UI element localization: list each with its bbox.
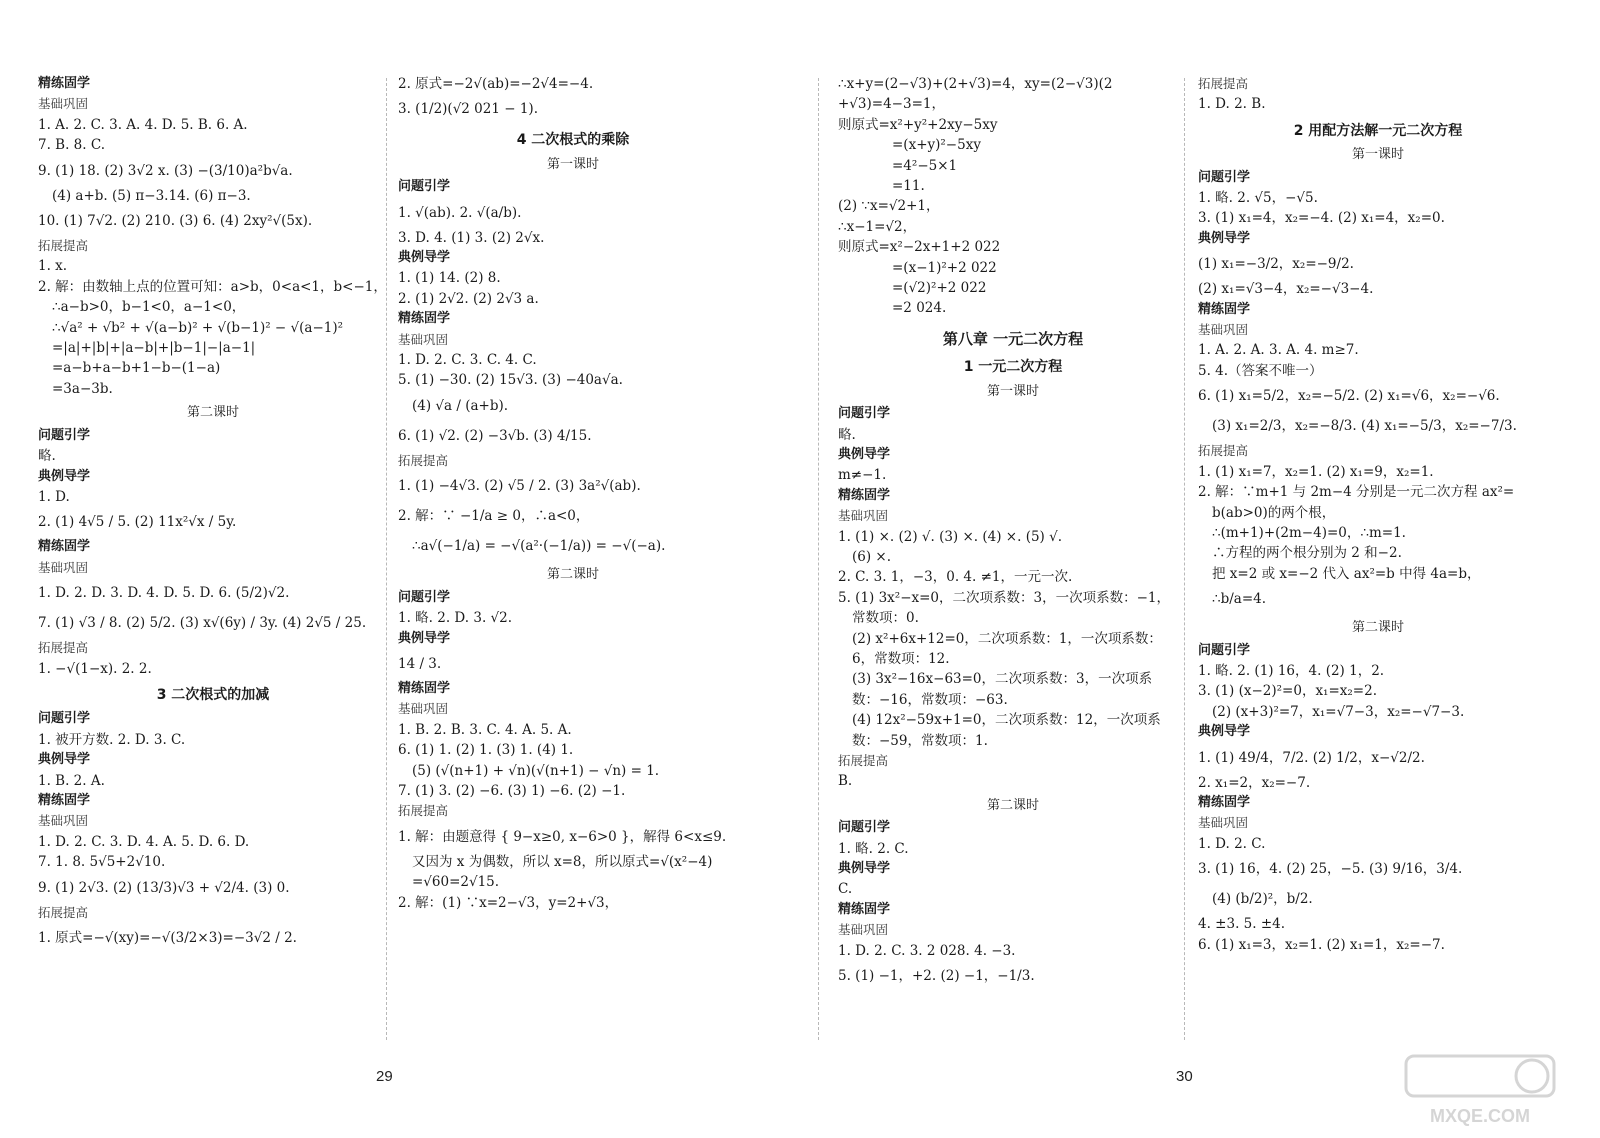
answer-line: =a−b+a−b+1−b−(1−a) — [52, 360, 221, 377]
heading: 精练固学 — [1198, 301, 1251, 317]
subheading: 拓展提高 — [838, 753, 889, 768]
answer-line: ∴x−1=√2， — [838, 218, 917, 235]
answer-line: 3. (1/2)(√2 021 − 1). — [398, 101, 538, 118]
answer-line: 则原式=x²−2x+1+2 022 — [838, 239, 1001, 256]
answer-line: 5. (1) −30. (2) 15√3. (3) −40a√a. — [398, 372, 623, 389]
answer-line: 1. 略. 2. √5，−√5. — [1198, 190, 1318, 207]
answer-line: 1. 被开方数. 2. D. 3. C. — [38, 731, 186, 748]
heading: 典例导学 — [398, 250, 451, 266]
heading: 问题引学 — [1198, 169, 1251, 185]
answer-line: 1. (1) 49/4，7/2. (2) 1/2，x−√2/2. — [1198, 749, 1425, 766]
column-divider — [1184, 78, 1185, 1040]
heading: 问题引学 — [398, 589, 451, 605]
answer-line: (2) x₁=√3−4，x₂=−√3−4. — [1198, 281, 1374, 298]
heading: 典例导学 — [38, 468, 91, 484]
subheading: 基础巩固 — [38, 96, 89, 112]
column-2 — [398, 74, 748, 913]
answer-line: 1. (1) x₁=7，x₂=1. (2) x₁=9，x₂=1. — [1198, 463, 1434, 480]
subheading: 基础巩固 — [838, 922, 889, 938]
answer-line: 6. (1) x₁=5/2，x₂=−5/2. (2) x₁=√6，x₂=−√6. — [1198, 388, 1500, 405]
heading: 问题引学 — [38, 427, 91, 443]
answer-line: m≠−1. — [838, 467, 887, 484]
answer-line: 2. 解：∵m+1 与 2m−4 分别是一元二次方程 ax²= — [1198, 484, 1515, 501]
section-title: 4 二次根式的乘除 — [516, 132, 630, 149]
column-1 — [38, 74, 388, 953]
answer-line: (5) (√(n+1) + √n)(√(n+1) − √n) = 1. — [412, 762, 660, 779]
subheading: 基础巩固 — [1198, 815, 1249, 831]
answer-line: =3a−3b. — [52, 380, 113, 397]
answer-line: ∴b/a=4. — [1212, 591, 1267, 608]
heading: 精练固学 — [398, 311, 451, 327]
answer-line: =|a|+|b|+|a−b|+|b−1|−|a−1| — [52, 340, 256, 357]
answer-line: 1. A. 2. A. 3. A. 4. m≥7. — [1198, 342, 1359, 359]
column-4 — [1198, 74, 1558, 955]
answer-line: 9. (1) 18. (2) 3√2 x. (3) −(3/10)a²b√a. — [38, 162, 293, 179]
answer-line: 1. (1) −4√3. (2) √5 / 2. (3) 3a²√(ab). — [398, 478, 641, 495]
answer-line: ∴√a² + √b² + √(a−b)² + √(b−1)² − √(a−1)² — [52, 319, 344, 336]
answer-line: 略. — [38, 448, 56, 465]
answer-line: 1. D. 2. B. — [1198, 96, 1266, 113]
heading: 问题引学 — [838, 406, 891, 422]
heading: 问题引学 — [838, 820, 891, 836]
answer-line: b(ab>0)的两个根， — [1212, 504, 1336, 521]
answer-line: 数：−59，常数项：1. — [852, 732, 988, 749]
answer-line: 3. (1) (x−2)²=0，x₁=x₂=2. — [1198, 683, 1378, 700]
subheading: 拓展提高 — [1198, 443, 1249, 459]
heading: 问题引学 — [38, 711, 91, 727]
answer-line: B. — [838, 773, 853, 790]
answer-line: 2. C. 3. 1，−3，0. 4. ≠1，一元一次. — [838, 569, 1073, 586]
answer-line: 1. 解：由题意得 { 9−x≥0, x−6>0 }，解得 6<x≤9. — [398, 828, 727, 845]
answer-line: 1. B. 2. B. 3. C. 4. A. 5. A. — [398, 721, 572, 738]
page-divider — [818, 78, 819, 1040]
answer-line: 1. A. 2. C. 3. A. 4. D. 5. B. 6. A. — [38, 116, 248, 133]
answer-line: (4) (b/2)²，b/2. — [1212, 891, 1313, 908]
answer-line: (2) ∵x=√2+1， — [838, 198, 940, 215]
heading: 典例导学 — [838, 861, 891, 877]
answer-line: 1. D. — [38, 488, 70, 505]
answer-line: 1. x. — [38, 258, 68, 275]
column-divider — [386, 78, 387, 1040]
answer-line: 2. 解：∵ −1/a ≥ 0，∴a<0， — [398, 508, 590, 525]
answer-line: (4) 12x²−59x+1=0，二次项系数：12，一次项系 — [852, 712, 1161, 729]
heading: 精练固学 — [1198, 794, 1251, 810]
answer-line: (3) 3x²−16x−63=0，二次项系数：3，一次项系 — [852, 671, 1153, 688]
answer-line: ∴(m+1)+(2m−4)=0，∴m=1. — [1212, 524, 1406, 541]
heading: 典例导学 — [398, 630, 451, 646]
answer-line: +√3)=4−3=1， — [838, 96, 945, 113]
answer-line: 1. (1) 14. (2) 8. — [398, 270, 501, 287]
answer-line: 1. 略. 2. (1) 16，4. (2) 1，2. — [1198, 662, 1385, 679]
answer-line: 2. 解：由数轴上点的位置可知：a>b，0<a<1，b<−1， — [38, 278, 387, 295]
heading: 问题引学 — [1198, 642, 1251, 658]
answer-line: 1. D. 2. C. 3. C. 4. C. — [398, 352, 537, 369]
answer-line: 2. (1) 4√5 / 5. (2) 11x²√x / 5y. — [38, 514, 237, 531]
answer-line: 10. (1) 7√2. (2) 210. (3) 6. (4) 2xy²√(5x). — [38, 213, 313, 230]
answer-line: 6. (1) √2. (2) −3√b. (3) 4/15. — [398, 427, 592, 444]
answer-line: 7. (1) 3. (2) −6. (3) 1) −6. (2) −1. — [398, 782, 626, 799]
answer-line: ∴x+y=(2−√3)+(2+√3)=4，xy=(2−√3)(2 — [838, 76, 1113, 92]
heading: 精练固学 — [38, 76, 91, 91]
answer-line: 则原式=x²+y²+2xy−5xy — [838, 116, 998, 133]
answer-line: 2. 解：(1) ∵x=2−√3，y=2+√3， — [398, 894, 619, 911]
answer-line: 1. √(ab). 2. √(a/b). — [398, 204, 522, 221]
answer-line: 6，常数项：12. — [852, 650, 950, 667]
answer-line: 数：−16，常数项：−63. — [852, 691, 1008, 708]
answer-line: 4. ±3. 5. ±4. — [1198, 916, 1286, 933]
answer-line: 1. D. 2. C. 3. 2 028. 4. −3. — [838, 942, 1016, 959]
answer-line: ∴a√(−1/a) = −√(a²·(−1/a)) = −√(−a). — [412, 538, 666, 555]
answer-line: (1) x₁=−3/2，x₂=−9/2. — [1198, 256, 1354, 273]
answer-line: ∴方程的两个根分别为 2 和−2. — [1212, 545, 1402, 562]
lesson-title: 第二课时 — [546, 567, 599, 583]
answer-line: 5. (1) 3x²−x=0，二次项系数：3，一次项系数：−1， — [838, 589, 1171, 606]
answer-line: 3. (1) 16，4. (2) 25，−5. (3) 9/16，3/4. — [1198, 861, 1463, 878]
subheading: 拓展提高 — [398, 452, 449, 468]
page-number-right: 30 — [1176, 1068, 1193, 1085]
answer-line: 1. −√(1−x). 2. 2. — [38, 660, 152, 677]
answer-line: 1. 略. 2. C. — [838, 840, 909, 857]
subheading: 基础巩固 — [838, 508, 889, 524]
answer-line: 7. B. 8. C. — [38, 137, 105, 154]
answer-line: =2 024. — [892, 300, 947, 317]
answer-line: =4²−5×1 — [892, 157, 958, 174]
section-title: 1 一元二次方程 — [963, 359, 1063, 376]
answer-line: 2. x₁=2，x₂=−7. — [1198, 774, 1311, 791]
subheading: 拓展提高 — [1198, 76, 1249, 91]
heading: 典例导学 — [1198, 230, 1251, 246]
answer-line: C. — [838, 881, 853, 898]
answer-line: ∴a−b>0，b−1<0，a−1<0， — [52, 299, 246, 316]
answer-line: 2. (1) 2√2. (2) 2√3 a. — [398, 290, 539, 307]
answer-line: =(x−1)²+2 022 — [892, 259, 997, 276]
lesson-title: 第二课时 — [986, 797, 1039, 813]
heading: 精练固学 — [838, 901, 891, 917]
answer-line: 把 x=2 或 x=−2 代入 ax²=b 中得 4a=b， — [1212, 565, 1481, 582]
lesson-title: 第二课时 — [186, 405, 239, 421]
watermark-logo-icon — [1400, 1050, 1560, 1130]
subheading: 拓展提高 — [38, 640, 89, 656]
heading: 典例导学 — [38, 752, 91, 768]
answer-line: 1. D. 2. D. 3. D. 4. D. 5. D. 6. (5/2)√2. — [38, 585, 290, 602]
answer-line: 7. 1. 8. 5√5+2√10. — [38, 854, 166, 871]
heading: 典例导学 — [838, 446, 891, 462]
subheading: 基础巩固 — [38, 813, 89, 829]
answer-line: 6. (1) x₁=3，x₂=1. (2) x₁=1，x₂=−7. — [1198, 936, 1445, 953]
heading: 精练固学 — [38, 792, 91, 808]
answer-line: (3) x₁=2/3，x₂=−8/3. (4) x₁=−5/3，x₂=−7/3. — [1212, 418, 1517, 435]
answer-line: 2. 原式=−2√(ab)=−2√4=−4. — [398, 76, 594, 92]
answer-line: 5. (1) −1，+2. (2) −1，−1/3. — [838, 968, 1035, 985]
heading: 典例导学 — [1198, 724, 1251, 740]
heading: 精练固学 — [398, 680, 451, 696]
answer-line: 1. (1) ×. (2) √. (3) ×. (4) ×. (5) √. — [838, 528, 1063, 545]
answer-line: 又因为 x 为偶数，所以 x=8，所以原式=√(x²−4) — [412, 853, 713, 870]
answer-line: =√60=2√15. — [412, 874, 500, 891]
answer-line: 14 / 3. — [398, 655, 442, 672]
subheading: 拓展提高 — [398, 803, 449, 819]
answer-line: =(√2)²+2 022 — [892, 280, 987, 297]
answer-line: =(x+y)²−5xy — [892, 137, 981, 154]
answer-line: (2) (x+3)²=7，x₁=√7−3，x₂=−√7−3. — [1212, 703, 1465, 720]
answer-line: 常数项：0. — [852, 610, 919, 627]
page-number-left: 29 — [376, 1068, 393, 1085]
answer-line: (6) ×. — [852, 548, 892, 565]
answer-line: 5. 4.（答案不唯一） — [1198, 362, 1323, 379]
lesson-title: 第二课时 — [1351, 620, 1404, 636]
answer-line: 1. B. 2. A. — [38, 772, 105, 789]
subheading: 基础巩固 — [1198, 322, 1249, 338]
answer-line: (4) a+b. (5) π−3.14. (6) π−3. — [52, 187, 251, 204]
answer-line: 1. D. 2. C. — [1198, 835, 1266, 852]
answer-line: 6. (1) 1. (2) 1. (3) 1. (4) 1. — [398, 742, 574, 759]
answer-line: 3. D. 4. (1) 3. (2) 2√x. — [398, 229, 545, 246]
subheading: 基础巩固 — [38, 559, 89, 575]
watermark-text: MXQE.COM — [1429, 1106, 1531, 1126]
answer-line: 1. D. 2. C. 3. D. 4. A. 5. D. 6. D. — [38, 833, 250, 850]
subheading: 拓展提高 — [38, 238, 89, 254]
answer-line: (4) √a / (a+b). — [412, 397, 509, 414]
answer-line: =11. — [892, 178, 925, 195]
heading: 问题引学 — [398, 179, 451, 195]
lesson-title: 第一课时 — [986, 383, 1039, 399]
lesson-title: 第一课时 — [1351, 147, 1404, 163]
watermark-logo — [1400, 1050, 1560, 1130]
answer-line: 1. 略. 2. D. 3. √2. — [398, 610, 513, 627]
answer-line: 1. 原式=−√(xy)=−√(3/2×3)=−3√2 / 2. — [38, 930, 297, 946]
heading: 精练固学 — [38, 539, 91, 555]
heading: 精练固学 — [838, 487, 891, 503]
section-title: 2 用配方法解一元二次方程 — [1293, 122, 1463, 139]
answer-line: 9. (1) 2√3. (2) (13/3)√3 + √2/4. (3) 0. — [38, 879, 290, 896]
answer-line: (2) x²+6x+12=0，二次项系数：1，一次项系数： — [852, 630, 1162, 647]
column-3 — [838, 74, 1188, 991]
chapter-title: 第八章 一元二次方程 — [942, 329, 1084, 348]
subheading: 基础巩固 — [398, 701, 449, 717]
subheading: 基础巩固 — [398, 331, 449, 347]
lesson-title: 第一课时 — [546, 156, 599, 172]
section-title: 3 二次根式的加减 — [156, 686, 270, 703]
answer-line: 3. (1) x₁=4，x₂=−4. (2) x₁=4，x₂=0. — [1198, 210, 1445, 227]
answer-line: 7. (1) √3 / 8. (2) 5/2. (3) x√(6y) / 3y. (4) 2√5 / 25. — [38, 615, 367, 632]
subheading: 拓展提高 — [38, 904, 89, 920]
answer-line: 略. — [838, 426, 856, 443]
